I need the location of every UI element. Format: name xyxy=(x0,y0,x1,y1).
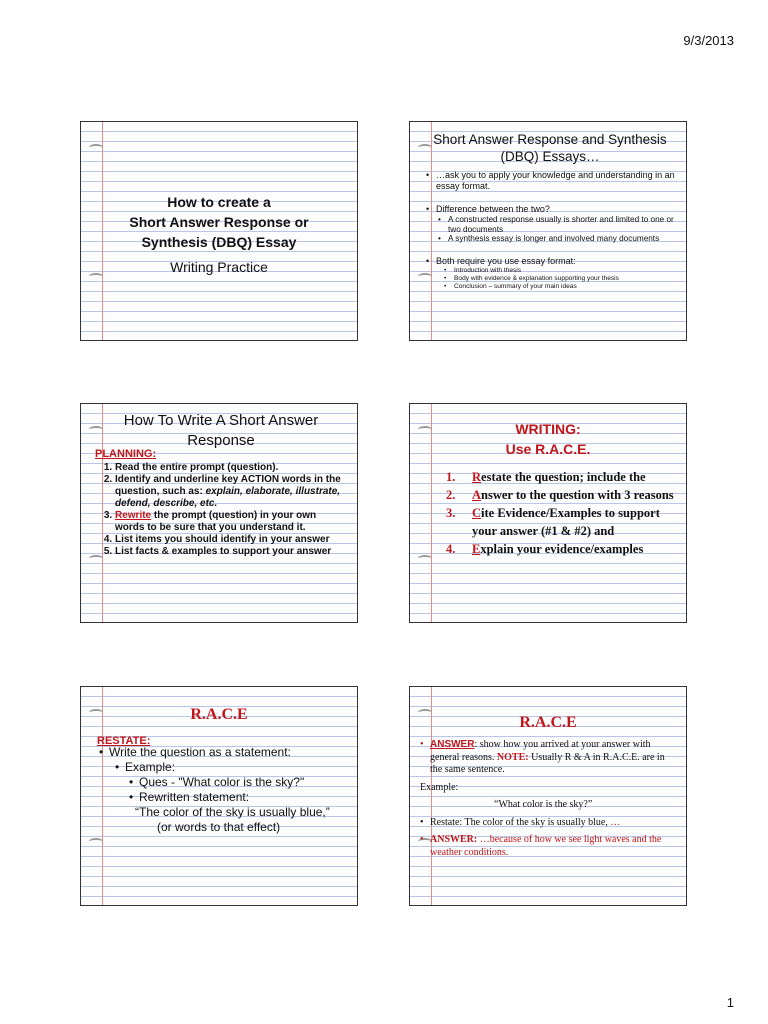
slide-title xyxy=(80,121,358,341)
slide-writing-race xyxy=(409,403,687,623)
sub-bullet-item: • Conclusion – summary of your main ideas xyxy=(444,283,678,291)
list-item: 4. Explain your evidence/examples xyxy=(446,542,644,556)
example-text: (or words to that effect) xyxy=(157,820,281,834)
bullet-item: • Both require you use essay format: xyxy=(426,256,678,267)
page-number: 1 xyxy=(726,995,734,1010)
section-heading: PLANNING: xyxy=(95,448,157,460)
list-item: 2. Identify and underline key ACTION words in the question, such as: explain, elaborate, illustrate, defend, describe, etc. xyxy=(115,474,347,510)
page-date: 9/3/2013 xyxy=(683,33,734,48)
list-item: 2. Answer to the question with 3 reasons xyxy=(446,488,674,502)
slide-essays-overview xyxy=(409,121,687,341)
sub-bullet-item: • Body with evidence & explanation supporting your thesis xyxy=(444,275,678,283)
bullet-item: • Difference between the two? xyxy=(426,204,678,215)
binder-hole-icon xyxy=(89,144,103,151)
slide-heading: WRITING: xyxy=(515,421,581,437)
race-list xyxy=(446,468,678,558)
example-quote: “What color is the sky?” xyxy=(494,799,593,810)
list-item: 1. Restate the question; include the xyxy=(446,470,646,484)
sub-bullet-item: • A constructed response usually is shorter and limited to one or two documents xyxy=(438,215,678,234)
restate-content xyxy=(99,745,349,835)
bullet-item: • Restate: The color of the sky is usually blue, … xyxy=(420,817,678,830)
slide-race-answer xyxy=(409,686,687,906)
list-item: 1. Read the entire prompt (question). xyxy=(115,462,347,474)
bullet-item: • …ask you to apply your knowledge and understanding in an essay format. xyxy=(426,170,678,192)
sub-bullet-item: • Introduction with thesis xyxy=(444,267,678,275)
list-item: 3. Cite Evidence/Examples to support your answer (#1 & #2) and xyxy=(446,506,660,538)
section-heading: RESTATE: xyxy=(97,735,151,747)
list-item: 5. List facts & examples to support your answer xyxy=(115,546,347,558)
planning-list xyxy=(99,462,347,558)
example-label: Example: xyxy=(420,781,459,793)
binder-hole-icon xyxy=(89,838,103,845)
slide-heading: Short Answer Response and Synthesis (DBQ) Essays… xyxy=(433,132,667,164)
sub-bullet-item: • Ques - "What color is the sky?" xyxy=(99,775,349,790)
example-text: “The color of the sky is usually blue,” xyxy=(135,805,330,819)
list-item: 3. Rewrite the prompt (question) in your own words to be sure that you understand it. xyxy=(115,510,347,534)
sub-bullet-item: • Example: xyxy=(99,760,349,775)
slide-heading: R.A.C.E xyxy=(190,706,248,723)
slide-bullets xyxy=(426,170,678,291)
slide-heading: How To Write A Short Answer Response xyxy=(123,412,319,449)
sub-bullet-item: • A synthesis essay is longer and involved many documents xyxy=(438,234,678,244)
sub-bullet-item: • Rewritten statement: xyxy=(99,790,349,805)
bullet-item: • Write the question as a statement: xyxy=(99,745,349,760)
slide-title-heading: How to create a Short Answer Response or Synthesis (DBQ) Essay xyxy=(129,194,309,250)
list-item: 4. List items you should identify in your answer xyxy=(115,534,347,546)
slide-race-restate xyxy=(80,686,358,906)
bullet-item: • ANSWER: …because of how we see light waves and the weather conditions. xyxy=(420,834,678,859)
answer-content xyxy=(420,739,678,859)
slide-planning xyxy=(80,403,358,623)
slide-subheading: Use R.A.C.E. xyxy=(505,441,591,457)
slide-heading: R.A.C.E xyxy=(519,714,577,731)
slide-subtitle: Writing Practice xyxy=(170,259,268,275)
bullet-item: • ANSWER: show how you arrived at your answer with general reasons. NOTE: Usually R & A in R.A.C.E. are in the same sentence. xyxy=(420,739,678,777)
binder-hole-icon xyxy=(418,555,432,562)
